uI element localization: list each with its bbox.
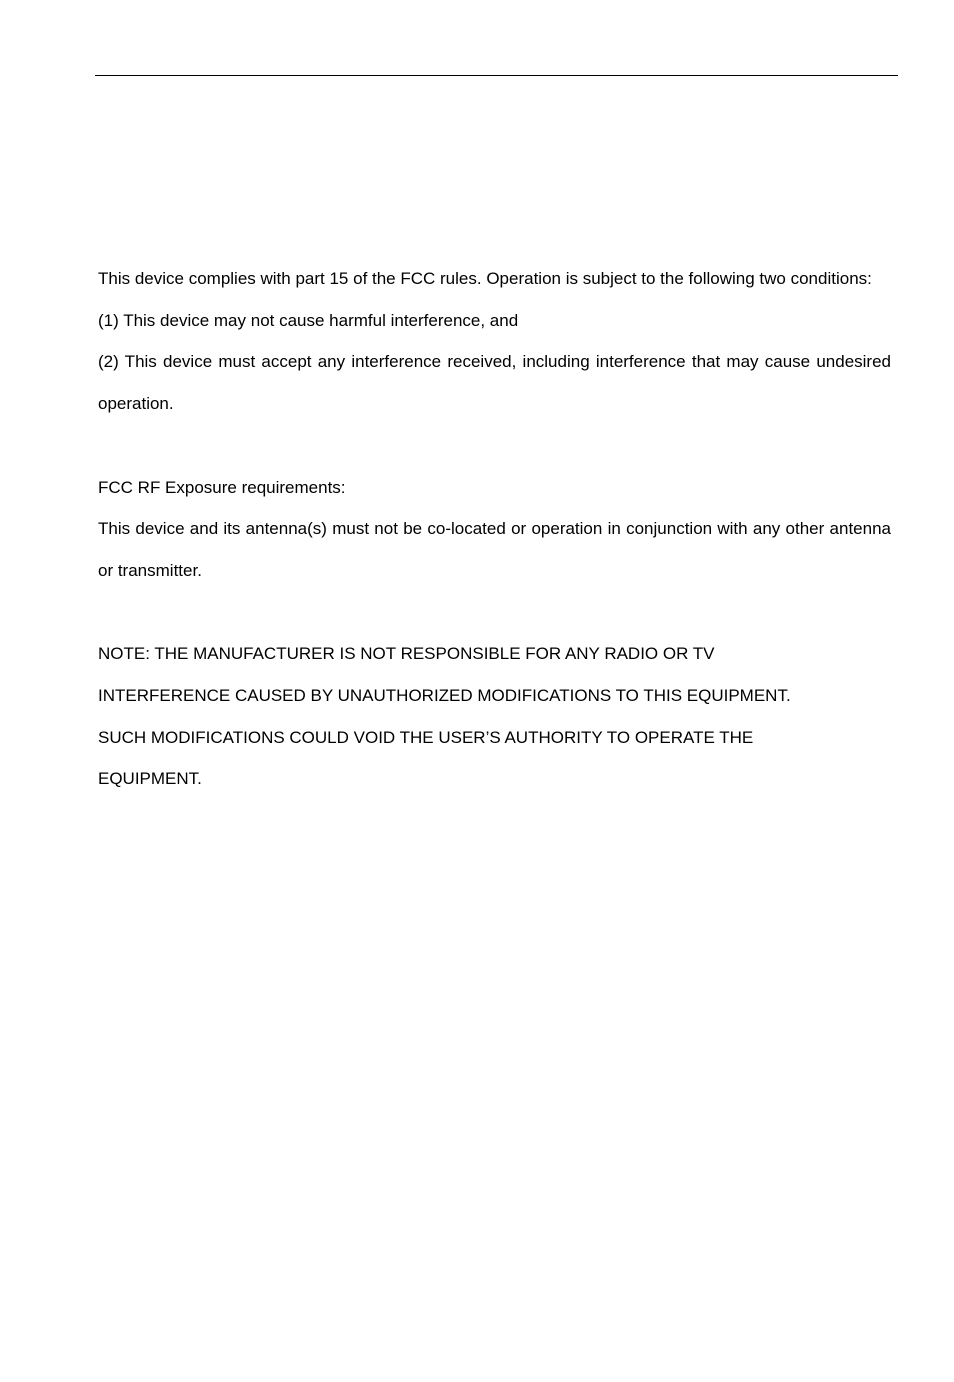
note-line-4: EQUIPMENT. xyxy=(98,769,202,789)
paragraph-spacer xyxy=(98,592,891,634)
fcc-compliance-intro: This device complies with part 15 of the FCC rules. Operation is subject to the following two conditions: xyxy=(98,269,872,288)
document-body xyxy=(98,258,891,800)
header-divider xyxy=(95,75,898,76)
note-line-2: INTERFERENCE CAUSED BY UNAUTHORIZED MODIFICATIONS TO THIS EQUIPMENT. xyxy=(98,686,791,705)
paragraph-spacer xyxy=(98,425,891,467)
rf-exposure-text: This device and its antenna(s) must not be co-located or operation in conjunction with any other antenna or transmitter. xyxy=(98,519,891,580)
rf-exposure-heading: FCC RF Exposure requirements: xyxy=(98,477,346,497)
note-line-1: NOTE: THE MANUFACTURER IS NOT RESPONSIBLE FOR ANY RADIO OR TV xyxy=(98,644,715,664)
fcc-condition-2: (2) This device must accept any interference received, including interference that may cause undesired operation. xyxy=(98,352,891,414)
note-line-3: SUCH MODIFICATIONS COULD VOID THE USER’S AUTHORITY TO OPERATE THE xyxy=(98,727,754,747)
fcc-condition-1: (1) This device may not cause harmful interference, and xyxy=(98,310,519,330)
